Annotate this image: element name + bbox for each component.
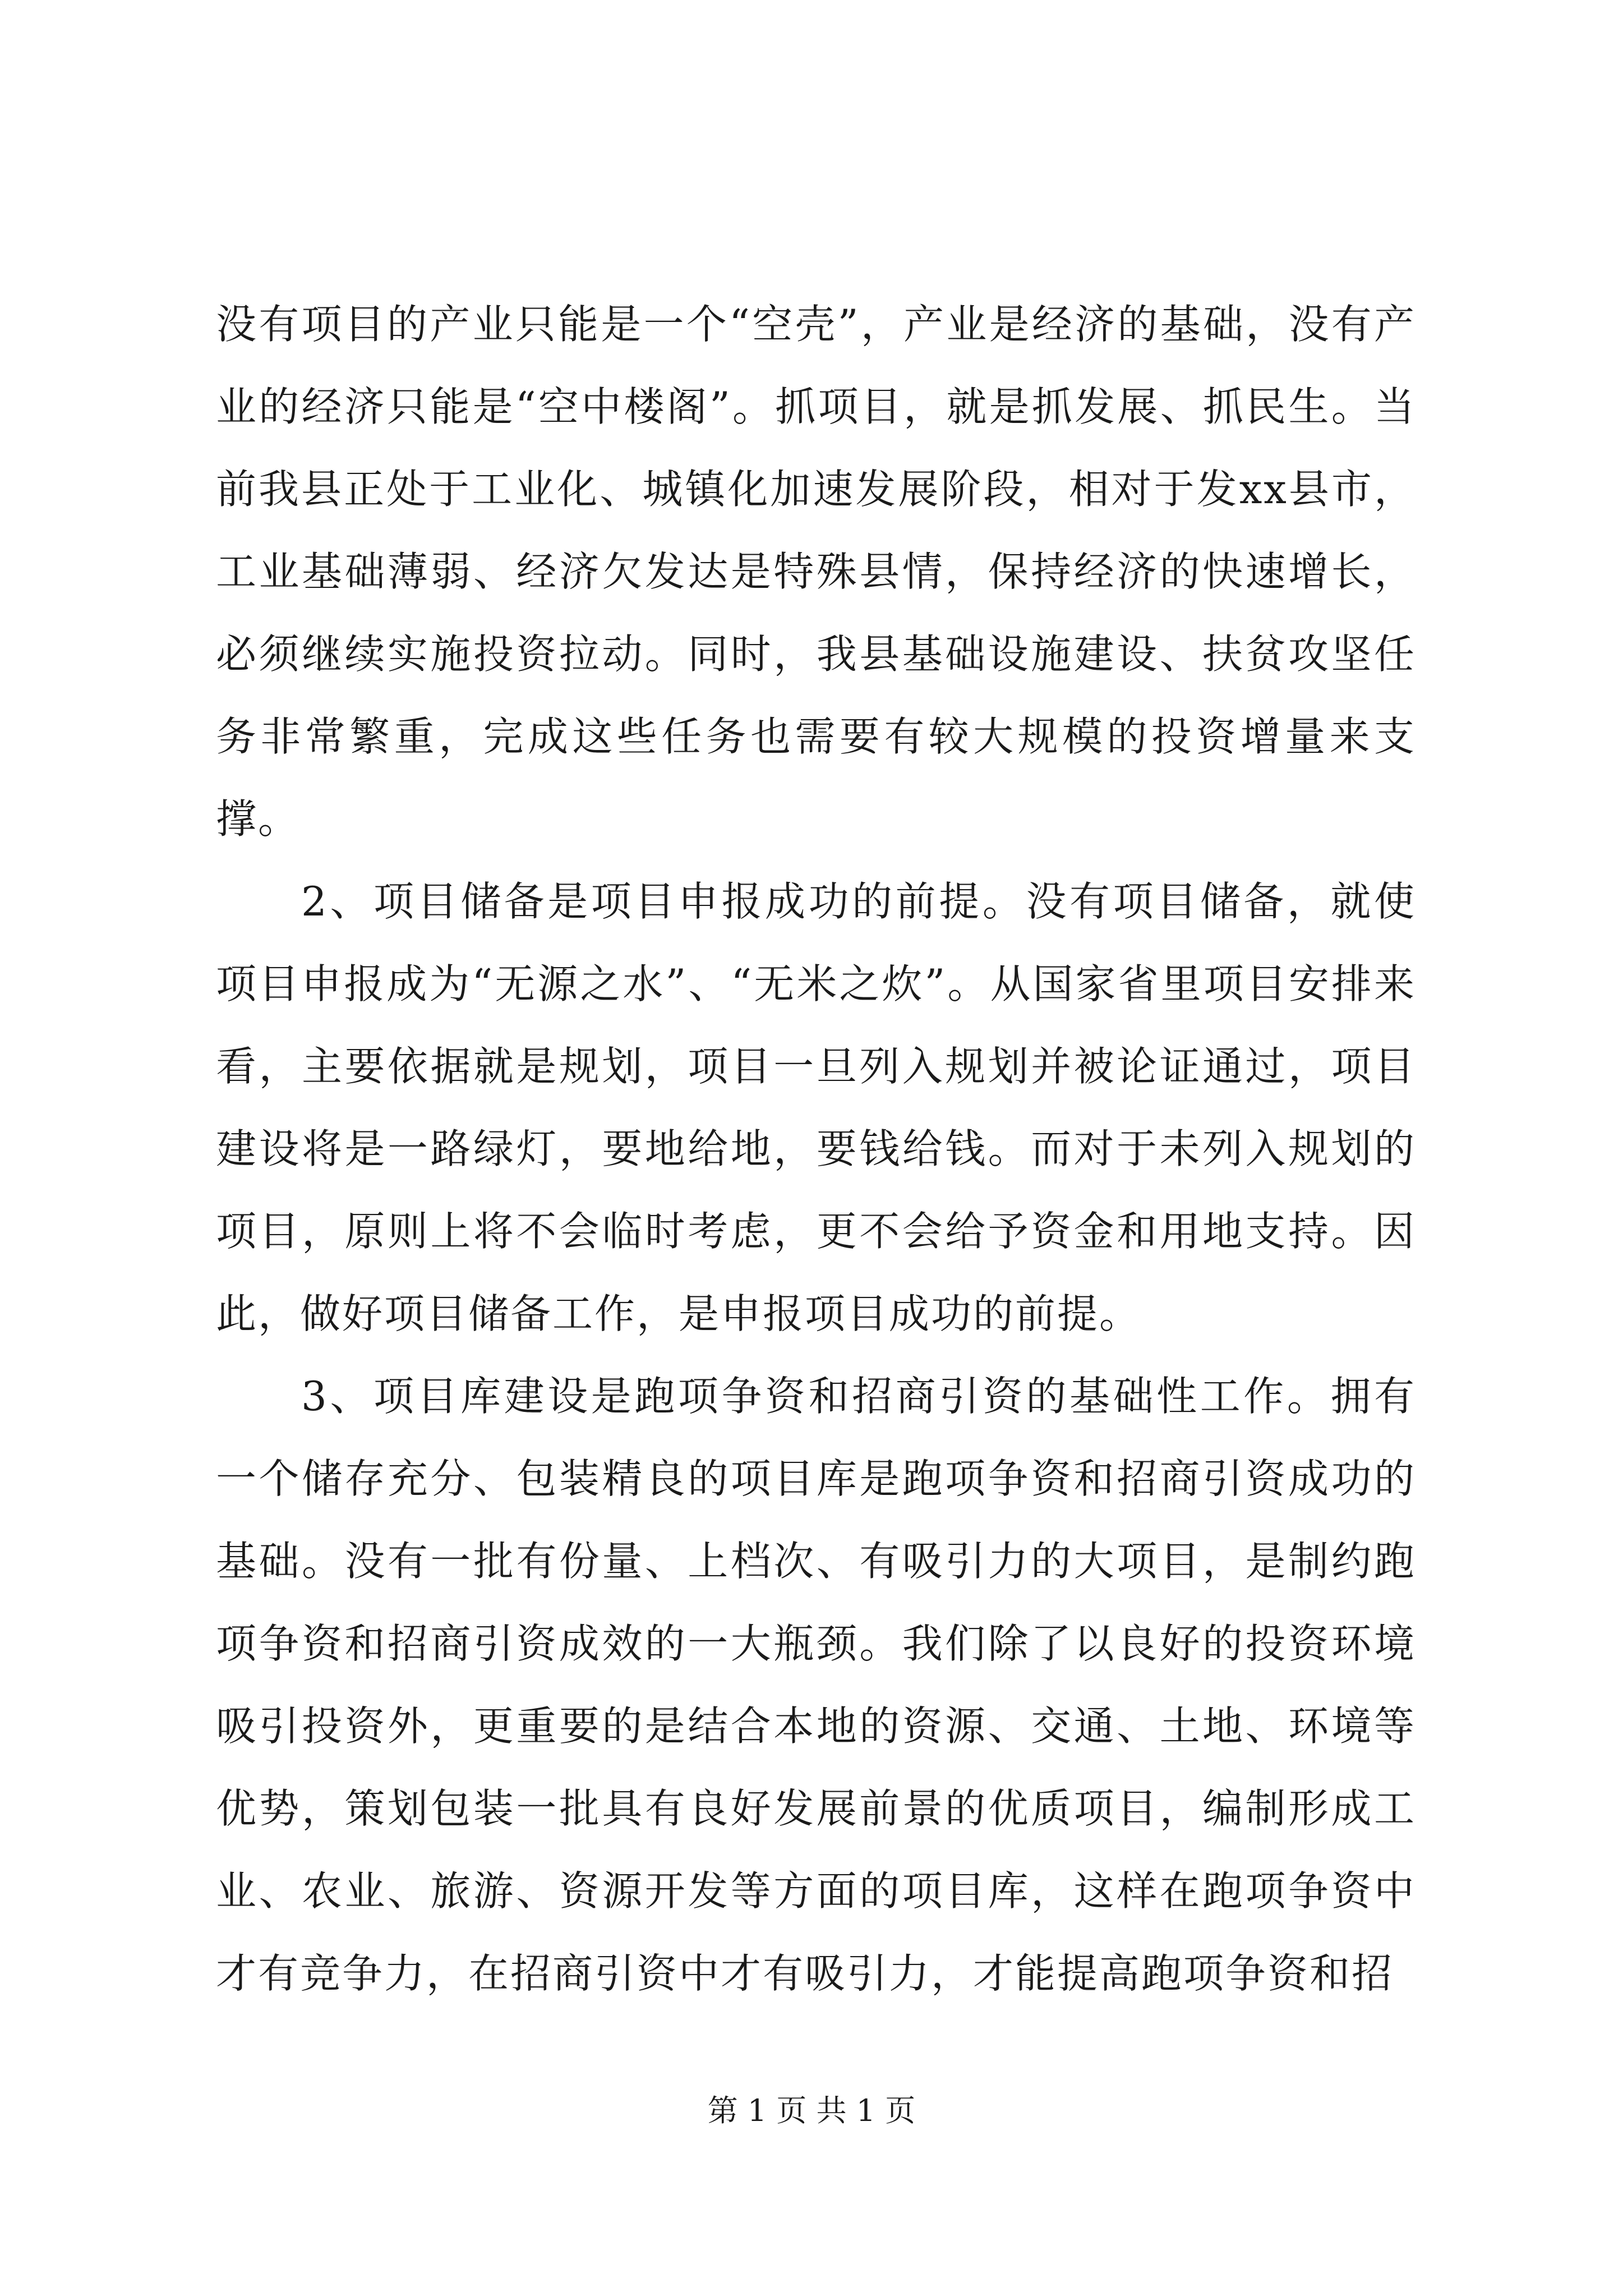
page-footer: 第 1 页 共 1 页 [707,2093,916,2128]
paragraph-2: 2、项目储备是项目申报成功的前提。没有项目储备，就使项目申报成为“无源之水”、“无米之炊”。从国家省里项目安排来看，主要依据就是规划，项目一旦列入规划并被论证通过，项目建设将是一路绿灯，要地给地，要钱给钱。而对于未列入规划的项目，原则上将不会临时考虑，更不会给予资金和用地支持。因此，做好项目储备工作，是申报项目成功的前提。 [216,878,1416,1337]
document-body [216,283,1416,2015]
paragraph-1: 没有项目的产业只能是一个“空壳”，产业是经济的基础，没有产业的经济只能是“空中楼阁”。抓项目，就是抓发展、抓民生。当前我县正处于工业化、城镇化加速发展阶段，相对于发xx县市，工业基础薄弱、经济欠发达是特殊县情，保持经济的快速增长，必须继续实施投资拉动。同时，我县基础设施建设、扶贫攻坚任务非常繁重，完成这些任务也需要有较大规模的投资增量来支撑。 [216,301,1416,843]
paragraph-3: 3、项目库建设是跑项争资和招商引资的基础性工作。拥有一个储存充分、包装精良的项目库是跑项争资和招商引资成功的基础。没有一批有份量、上档次、有吸引力的大项目，是制约跑项争资和招商引资成效的一大瓶颈。我们除了以良好的投资环境吸引投资外，更重要的是结合本地的资源、交通、土地、环境等优势，策划包装一批具有良好发展前景的优质项目，编制形成工业、农业、旅游、资源开发等方面的项目库，这样在跑项争资中才有竞争力，在招商引资中才有吸引力，才能提高跑项争资和招 [216,1373,1416,1997]
